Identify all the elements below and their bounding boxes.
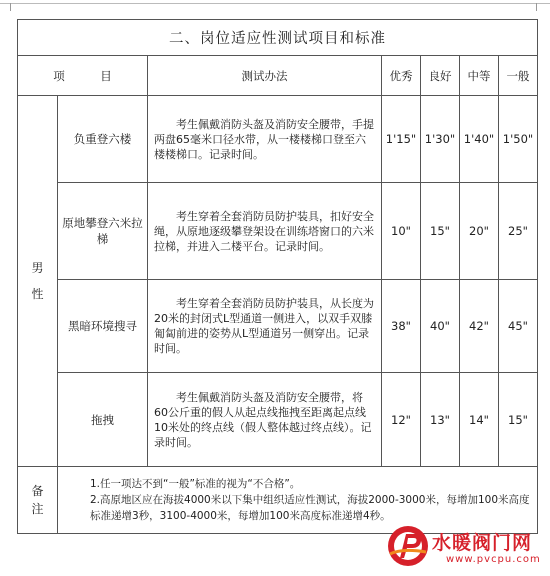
value-average: 45" [499,280,538,373]
test-name: 负重登六楼 [58,96,148,183]
page-top-rule [0,3,550,4]
test-method-text: 考生穿着全套消防员防护装具，扣好安全绳，从原地逐级攀登架设在训练塔窗口的六米拉梯，并进入二楼平台。记录时间。 [154,209,374,253]
notes-label [18,467,58,534]
test-name: 黑暗环境搜寻 [58,280,148,373]
table-row [18,280,538,373]
table-row [18,96,538,183]
value-medium: 42" [460,280,499,373]
test-method-text: 考生穿着全套消防员防护装具，从长度为20米的封闭式L型通道一侧进入，以双手双膝匍匐前进的姿势从L型通道另一侧穿出。记录时间。 [154,297,374,355]
test-method [148,280,382,373]
note-line-1: 1.任一项达不到“一般”标准的视为“不合格”。 [90,478,301,490]
crop-mark-left [10,3,11,11]
header-excellent: 优秀 [382,56,421,96]
test-method-text: 考生佩戴消防头盔及消防安全腰带，手提两盘65毫米口径水带，从一楼楼梯口登至六楼楼梯口。记录时间。 [154,117,374,161]
value-excellent: 1'15" [382,96,421,183]
table-row [18,183,538,280]
header-method: 测试办法 [148,56,382,96]
crop-mark-right [536,3,537,11]
header-row [18,56,538,96]
notes-label-text: 备 注 [31,484,44,516]
test-method-text: 考生佩戴消防头盔及消防安全腰带，将60公斤重的假人从起点线拖拽至距离起点线10米处的终点线（假人整体越过终点线）。记录时间。 [154,390,372,449]
group-label-male [18,96,58,467]
watermark [386,524,550,576]
watermark-name: 水暖阀门网 [432,532,533,554]
value-medium: 1'40" [460,96,499,183]
test-method [148,373,382,467]
value-average: 15" [499,373,538,467]
value-good: 40" [421,280,460,373]
test-method [148,96,382,183]
value-excellent: 12" [382,373,421,467]
test-name: 拖拽 [58,373,148,467]
standards-table [17,19,538,534]
header-good: 良好 [421,56,460,96]
group-label-text: 男 性 [31,261,44,301]
value-good: 1'30" [421,96,460,183]
value-good: 13" [421,373,460,467]
table-title: 二、岗位适应性测试项目和标准 [18,20,538,56]
watermark-logo-icon [386,524,430,568]
value-average: 25" [499,183,538,280]
value-medium: 20" [460,183,499,280]
value-good: 15" [421,183,460,280]
watermark-url: www.pvcpu.com [446,554,541,565]
table-row [18,373,538,467]
test-method [148,183,382,280]
value-excellent: 10" [382,183,421,280]
test-name: 原地攀登六米拉梯 [58,183,148,280]
header-average: 一般 [499,56,538,96]
header-medium: 中等 [460,56,499,96]
value-excellent: 38" [382,280,421,373]
value-medium: 14" [460,373,499,467]
header-item: 项 目 [18,56,148,96]
value-average: 1'50" [499,96,538,183]
note-line-2: 2.高原地区应在海拔4000米以下集中组织适应性测试，海拔2000-3000米，每增加100米高度标准递增3秒，3100-4000米，每增加100米高度标准递增4秒。 [90,494,530,522]
